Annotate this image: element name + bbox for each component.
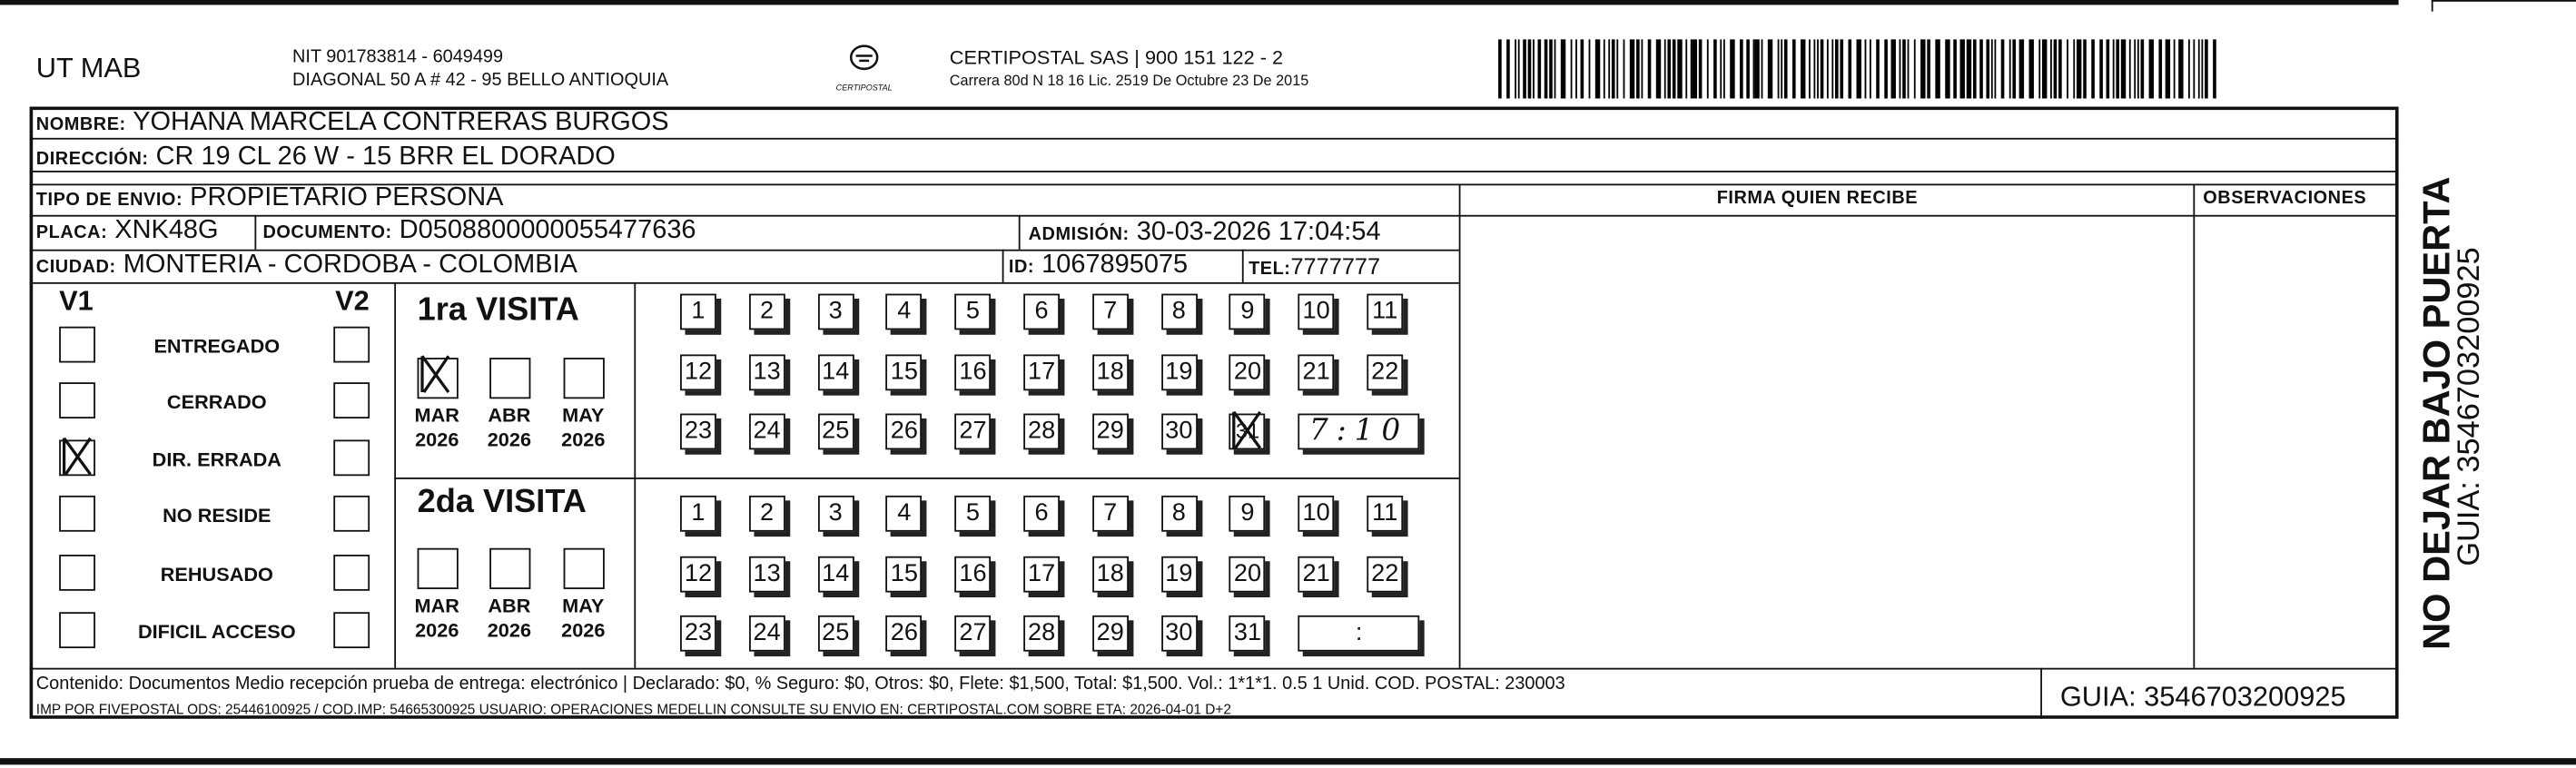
tipo-value: PROPIETARIO PERSONA <box>190 183 504 212</box>
barcode-bar <box>1693 39 1697 98</box>
day-box[interactable]: 22 <box>1367 556 1403 592</box>
company-address: DIAGONAL 50 A # 42 - 95 BELLO ANTIOQUIA <box>292 70 669 91</box>
month-name: MAY <box>562 594 605 617</box>
rule <box>394 282 396 668</box>
second-visit-title: 2da VISITA <box>417 484 587 521</box>
barcode-bar <box>1524 39 1526 98</box>
barcode-bar <box>2173 39 2175 98</box>
day-box[interactable]: 20 <box>1229 354 1266 390</box>
rule <box>30 668 2399 670</box>
barcode-bar <box>2091 39 2096 98</box>
month-name: ABR <box>488 594 531 617</box>
status-label: DIR. ERRADA <box>152 448 281 471</box>
status-label: DIFICIL ACCESO <box>137 620 296 644</box>
day-box[interactable]: 31 <box>1229 615 1266 652</box>
company-nit: NIT 901783814 - 6049499 <box>292 47 504 68</box>
barcode-bar <box>1864 39 1866 98</box>
barcode-bar <box>1781 39 1783 98</box>
barcode-bar <box>2083 39 2086 98</box>
barcode-bar <box>1731 39 1735 98</box>
month-checkbox[interactable] <box>489 358 530 399</box>
day-box[interactable]: 6 <box>1023 294 1060 330</box>
barcode-bar <box>2116 39 2120 98</box>
day-box[interactable]: 12 <box>680 354 716 390</box>
v1-checkbox[interactable] <box>59 555 95 591</box>
day-box[interactable]: 1 <box>680 294 716 330</box>
carrier-license: Carrera 80d N 18 16 Lic. 2519 De Octubre 23 De 2015 <box>949 72 1309 89</box>
day-box[interactable]: 28 <box>1023 414 1060 450</box>
month-label <box>550 594 616 643</box>
side-guia: GUIA: 3546703200925 <box>2453 247 2488 566</box>
barcode-bar <box>1677 39 1682 98</box>
barcode-bar <box>1576 39 1578 98</box>
v1-checkbox[interactable] <box>59 612 95 648</box>
ciudad-value: MONTERIA - CORDOBA - COLOMBIA <box>123 251 577 280</box>
barcode-bar <box>1550 39 1553 98</box>
barcode-bar <box>1589 39 1591 98</box>
barcode <box>1498 39 2221 98</box>
placa-value: XNK48G <box>114 216 219 245</box>
barcode-bar <box>2074 39 2076 98</box>
day-box[interactable]: 28 <box>1023 615 1060 652</box>
v1-checkbox[interactable] <box>59 439 95 476</box>
barcode-bar <box>1561 39 1565 98</box>
rule <box>634 282 636 668</box>
v2-checkbox[interactable] <box>333 327 370 363</box>
certipostal-logo <box>834 43 893 94</box>
scan-corner <box>2432 0 2576 12</box>
barcode-bar <box>1821 39 1823 98</box>
barcode-bar <box>2077 39 2081 98</box>
rule <box>30 138 2399 140</box>
tipo-label: TIPO DE ENVIO: <box>35 190 183 211</box>
documento-value: D0508800000055477636 <box>399 216 696 245</box>
day-box[interactable]: 4 <box>886 496 923 532</box>
day-box[interactable]: 29 <box>1092 615 1129 652</box>
month-label <box>404 404 469 453</box>
day-box[interactable]: 6 <box>1023 496 1060 532</box>
v1-checkbox[interactable] <box>59 382 95 418</box>
barcode-bar <box>1831 39 1833 98</box>
barcode-bar <box>2050 39 2052 98</box>
month-year: 2026 <box>487 618 532 642</box>
month-label <box>404 594 469 643</box>
barcode-bar <box>2100 39 2103 98</box>
barcode-bar <box>1506 39 1509 98</box>
day-box[interactable]: 9 <box>1229 294 1266 330</box>
month-label <box>550 404 616 453</box>
barcode-bar <box>2134 39 2136 98</box>
day-box[interactable]: 16 <box>955 556 992 592</box>
barcode-bar <box>1903 39 1906 98</box>
ciudad-label: CIUDAD: <box>35 257 116 278</box>
month-name: MAY <box>562 403 605 427</box>
placa-field <box>36 217 219 247</box>
day-box[interactable]: 7 <box>1092 294 1129 330</box>
placa-label: PLACA: <box>35 222 108 243</box>
day-box[interactable]: 30 <box>1160 615 1197 652</box>
barcode-bar <box>2149 39 2154 98</box>
barcode-bar <box>2066 39 2068 98</box>
barcode-bar <box>1630 39 1634 98</box>
barcode-bar <box>1755 39 1760 98</box>
id-label: ID: <box>1008 257 1035 278</box>
month-checkbox[interactable] <box>564 548 605 589</box>
barcode-bar <box>2201 39 2203 98</box>
v2-checkbox[interactable] <box>333 612 370 648</box>
month-label <box>477 404 542 453</box>
barcode-bar <box>1967 39 1971 98</box>
day-box[interactable]: 13 <box>749 556 785 592</box>
time-box[interactable]: : <box>1298 615 1420 652</box>
barcode-bar <box>2212 39 2216 98</box>
tipo-field <box>36 183 504 213</box>
day-box[interactable]: 11 <box>1367 496 1403 532</box>
month-checkbox[interactable] <box>564 358 605 399</box>
day-box[interactable]: 18 <box>1092 354 1129 390</box>
day-box[interactable]: 1 <box>680 496 716 532</box>
admision-value: 30-03-2026 17:04:54 <box>1136 218 1381 247</box>
barcode-bar <box>1991 39 1993 98</box>
v1-checkbox[interactable] <box>59 327 95 363</box>
barcode-bar <box>2137 39 2139 98</box>
barcode-bar <box>1537 39 1542 98</box>
documento-field <box>262 217 696 247</box>
observaciones-header: OBSERVACIONES <box>2203 188 2367 209</box>
day-box[interactable]: 2 <box>749 294 785 330</box>
day-box[interactable]: 13 <box>749 354 785 390</box>
month-year: 2026 <box>487 428 532 452</box>
day-box[interactable]: 19 <box>1160 556 1197 592</box>
carrier-name: CERTIPOSTAL SAS | 900 151 122 - 2 <box>949 45 1284 69</box>
day-box[interactable]: 12 <box>680 556 716 592</box>
barcode-bar <box>1877 39 1880 98</box>
barcode-bar <box>1777 39 1780 98</box>
barcode-bar <box>1603 39 1604 98</box>
barcode-bar <box>1554 39 1556 98</box>
month-name: MAR <box>414 594 459 617</box>
barcode-bar <box>1498 39 1501 98</box>
rule <box>1019 215 1021 250</box>
barcode-bar <box>1612 39 1614 98</box>
barcode-bar <box>1994 39 1996 98</box>
day-box[interactable]: 30 <box>1160 414 1197 450</box>
time-box[interactable]: 7:10 <box>1298 414 1420 450</box>
month-year: 2026 <box>561 428 606 452</box>
barcode-bar <box>1914 39 1916 98</box>
month-label <box>477 594 542 643</box>
tel-value: 7777777 <box>1290 252 1381 280</box>
barcode-bar <box>1899 39 1901 98</box>
day-box[interactable]: 17 <box>1023 354 1060 390</box>
barcode-bar <box>1827 39 1829 98</box>
barcode-bar <box>1668 39 1671 98</box>
barcode-bar <box>1720 39 1722 98</box>
firma-header: FIRMA QUIEN RECIBE <box>1716 188 1919 209</box>
day-box[interactable]: 27 <box>955 414 992 450</box>
tel-field <box>1249 252 1380 279</box>
barcode-bar <box>1663 39 1665 98</box>
day-box[interactable]: 16 <box>955 354 992 390</box>
barcode-bar <box>1835 39 1838 98</box>
guia-box: GUIA: 3546703200925 <box>2059 681 2346 713</box>
ciudad-field <box>36 251 577 281</box>
barcode-bar <box>2205 39 2207 98</box>
day-box[interactable]: 21 <box>1298 556 1335 592</box>
month-year: 2026 <box>561 618 606 642</box>
day-box[interactable]: 22 <box>1367 354 1403 390</box>
day-box[interactable]: 24 <box>749 615 785 652</box>
day-box[interactable]: 8 <box>1160 294 1197 330</box>
rule <box>1002 250 1004 282</box>
barcode-bar <box>2129 39 2131 98</box>
barcode-bar <box>1953 39 1958 98</box>
month-name: MAR <box>414 403 459 427</box>
day-number: 31 <box>1235 418 1260 444</box>
admision-field <box>1029 218 1381 248</box>
v2-checkbox[interactable] <box>333 496 370 532</box>
barcode-bar <box>1570 39 1573 98</box>
barcode-bar <box>1980 39 1983 98</box>
day-box[interactable]: 5 <box>955 294 992 330</box>
nombre-value: YOHANA MARCELA CONTRERAS BURGOS <box>133 108 669 137</box>
barcode-bar <box>1581 39 1584 98</box>
imp-text: IMP POR FIVEPOSTAL ODS: 25446100925 / COD.IMP: 54665300925 USUARIO: OPERACIONES MEDELLIN CONSULTE SU ENVIO EN: CERTIPOSTAL.COM SOBRE ETA: 2026-04-01 D+2 <box>35 700 1231 717</box>
day-box[interactable]: 7 <box>1092 496 1129 532</box>
id-field <box>1009 251 1188 281</box>
barcode-bar <box>1801 39 1805 98</box>
barcode-bar <box>1707 39 1709 98</box>
rule <box>2193 183 2195 667</box>
status-label: CERRADO <box>166 390 267 414</box>
barcode-bar <box>2140 39 2145 98</box>
barcode-bar <box>2179 39 2184 98</box>
barcode-bar <box>1624 39 1625 98</box>
direccion-label: DIRECCIÓN: <box>35 149 149 170</box>
barcode-bar <box>2028 39 2033 98</box>
barcode-bar <box>1869 39 1871 98</box>
scan-edge-top <box>0 0 2399 12</box>
day-box[interactable]: 26 <box>886 414 923 450</box>
barcode-bar <box>1752 39 1754 98</box>
month-name: ABR <box>488 403 531 427</box>
barcode-bar <box>1808 39 1811 98</box>
day-box[interactable]: 18 <box>1092 556 1129 592</box>
day-box[interactable]: 15 <box>886 354 923 390</box>
first-visit-title: 1ra VISITA <box>417 291 579 329</box>
barcode-bar <box>1514 39 1515 98</box>
barcode-bar <box>2058 39 2061 98</box>
id-value: 1067895075 <box>1041 251 1189 280</box>
day-box[interactable]: 5 <box>955 496 992 532</box>
day-box[interactable]: 11 <box>1367 294 1403 330</box>
direccion-value: CR 19 CL 26 W - 15 BRR EL DORADO <box>155 143 616 171</box>
direccion-field <box>36 143 616 172</box>
barcode-bar <box>2008 39 2010 98</box>
barcode-bar <box>1545 39 1548 98</box>
day-box[interactable]: 26 <box>886 615 923 652</box>
barcode-bar <box>1595 39 1600 98</box>
tel-label: TEL: <box>1249 259 1291 280</box>
barcode-bar <box>1785 39 1788 98</box>
barcode-bar <box>1616 39 1618 98</box>
v2-checkbox[interactable] <box>333 555 370 591</box>
barcode-bar <box>1960 39 1965 98</box>
certipostal-logo-icon <box>846 43 883 75</box>
barcode-bar <box>1642 39 1643 98</box>
barcode-bar <box>2043 39 2048 98</box>
barcode-bar <box>1519 39 1521 98</box>
month-year: 2026 <box>415 428 459 452</box>
barcode-bar <box>1856 39 1860 98</box>
barcode-bar <box>2000 39 2003 98</box>
barcode-bar <box>1840 39 1844 98</box>
barcode-bar <box>1908 39 1910 98</box>
rule <box>254 215 256 250</box>
barcode-bar <box>1936 39 1940 98</box>
barcode-bar <box>1987 39 1989 98</box>
rule <box>394 478 1458 479</box>
status-label: ENTREGADO <box>153 334 281 359</box>
status-label: NO RESIDE <box>163 503 271 527</box>
contenido-text: Contenido: Documentos Medio recepción prueba de entrega: electrónico | Declarado: $0, % Seguro: $0, Otros: $0, Flete: $1,500, Total: $1,500. Vol.: 1*1*1. 0.5 1 Unid. COD. POSTAL: 230003 <box>35 674 1565 694</box>
day-box[interactable]: 8 <box>1160 496 1197 532</box>
barcode-bar <box>2107 39 2109 98</box>
v1-checkbox[interactable] <box>59 496 95 532</box>
day-box[interactable]: 23 <box>680 615 716 652</box>
day-box[interactable]: 14 <box>817 354 854 390</box>
day-box[interactable]: 23 <box>680 414 716 450</box>
day-box[interactable]: 27 <box>955 615 992 652</box>
no-dejar-warning: NO DEJAR BAJO PUERTA <box>2414 176 2458 650</box>
barcode-bar <box>1890 39 1895 98</box>
barcode-bar <box>2159 39 2162 98</box>
day-box[interactable]: 15 <box>886 556 923 592</box>
day-box[interactable]: 3 <box>817 294 854 330</box>
barcode-bar <box>2013 39 2016 98</box>
rule <box>30 282 1459 284</box>
day-box[interactable]: 24 <box>749 414 785 450</box>
barcode-bar <box>2188 39 2190 98</box>
day-box[interactable]: 20 <box>1229 556 1266 592</box>
month-year: 2026 <box>415 618 459 642</box>
v1-header: V1 <box>59 285 94 317</box>
barcode-bar <box>1656 39 1661 98</box>
day-box[interactable]: 25 <box>817 615 854 652</box>
v2-checkbox[interactable] <box>333 382 370 418</box>
barcode-bar <box>1927 39 1929 98</box>
month-checkbox[interactable] <box>489 548 530 589</box>
barcode-bar <box>1713 39 1716 98</box>
day-box[interactable]: 19 <box>1160 354 1197 390</box>
v2-header: V2 <box>335 285 370 317</box>
scan-edge-bottom <box>0 758 2576 768</box>
barcode-bar <box>1945 39 1949 98</box>
barcode-bar <box>1685 39 1687 98</box>
day-box[interactable]: 9 <box>1229 496 1266 532</box>
barcode-bar <box>2019 39 2024 98</box>
v2-checkbox[interactable] <box>333 439 370 476</box>
nombre-label: NOMBRE: <box>35 114 126 135</box>
barcode-bar <box>1849 39 1851 98</box>
day-box[interactable]: 21 <box>1298 354 1335 390</box>
barcode-bar <box>2122 39 2127 98</box>
nombre-field <box>36 108 669 138</box>
company-name: UT MAB <box>35 52 142 84</box>
barcode-bar <box>1533 39 1535 98</box>
barcode-bar <box>1814 39 1816 98</box>
barcode-bar <box>1818 39 1820 98</box>
barcode-bar <box>1673 39 1675 98</box>
day-box[interactable]: 10 <box>1298 496 1335 532</box>
barcode-bar <box>1635 39 1640 98</box>
day-box[interactable]: 25 <box>817 414 854 450</box>
barcode-bar <box>1768 39 1772 98</box>
day-box[interactable]: 3 <box>817 496 854 532</box>
barcode-bar <box>1699 39 1702 98</box>
barcode-bar <box>1740 39 1742 98</box>
barcode-bar <box>1792 39 1795 98</box>
barcode-bar <box>2198 39 2200 98</box>
day-box[interactable]: 2 <box>749 496 785 532</box>
barcode-bar <box>2038 39 2039 98</box>
barcode-bar <box>1884 39 1887 98</box>
day-box[interactable]: 17 <box>1023 556 1060 592</box>
barcode-bar <box>2166 39 2170 98</box>
barcode-bar <box>2054 39 2057 98</box>
documento-label: DOCUMENTO: <box>262 222 392 243</box>
barcode-bar <box>1528 39 1531 98</box>
day-box[interactable]: 14 <box>817 556 854 592</box>
month-checkbox[interactable] <box>418 548 459 589</box>
barcode-bar <box>1724 39 1726 98</box>
barcode-bar <box>2113 39 2115 98</box>
barcode-bar <box>1972 39 1977 98</box>
barcode-bar <box>1920 39 1925 98</box>
rule <box>1242 250 1244 282</box>
logo-text: CERTIPOSTAL <box>835 84 893 94</box>
barcode-bar <box>1762 39 1763 98</box>
day-box[interactable]: 4 <box>886 294 923 330</box>
day-box[interactable]: 10 <box>1298 294 1335 330</box>
barcode-bar <box>1930 39 1931 98</box>
rule <box>2040 668 2042 719</box>
status-label: REHUSADO <box>160 563 273 586</box>
barcode-bar <box>2194 39 2196 98</box>
rule <box>1459 183 1461 667</box>
barcode-bar <box>1690 39 1692 98</box>
barcode-bar <box>1746 39 1749 98</box>
day-box[interactable]: 29 <box>1092 414 1129 450</box>
barcode-bar <box>1607 39 1610 98</box>
admision-label: ADMISIÓN: <box>1028 224 1130 245</box>
month-checkbox[interactable] <box>418 358 459 399</box>
barcode-bar <box>1648 39 1651 98</box>
day-box-checked[interactable] <box>1229 414 1266 450</box>
